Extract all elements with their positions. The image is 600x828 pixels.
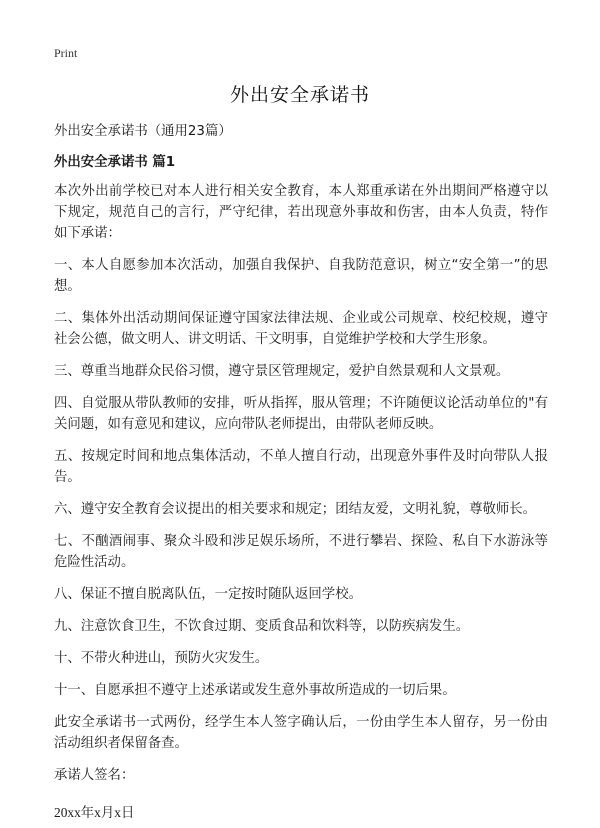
commitment-item-7: 七、不酗酒闹事、聚众斗殴和涉足娱乐场所，不进行攀岩、探险、私自下水游泳等危险性活动。 [54,534,548,570]
commitment-item-3: 三、尊重当地群众民俗习惯，遵守景区管理规定，爱护自然景观和人文景观。 [54,364,510,379]
section-heading: 外出安全承诺书 篇1 [54,155,176,170]
signer-label: 承诺人签名： [54,768,135,783]
intro-paragraph: 本次外出前学校已对本人进行相关安全教育，本人郑重承诺在外出期间严格遵守以下规定，规范自己的言行，严守纪律，若出现意外事故和伤害，由本人负责，特作如下承诺： [54,184,548,241]
commitment-item-11: 十一、自愿承担不遵守上述承诺或发生意外事故所造成的一切后果。 [54,683,456,698]
print-label[interactable]: Print [54,46,78,60]
commitment-item-2: 二、集体外出活动期间保证遵守国家法律法规、企业或公司规章、校纪校规，遵守社会公德，做文明人、讲文明话、干文明事，自觉维护学校和大学生形象。 [54,311,548,347]
commitment-item-8: 八、保证不擅自脱离队伍，一定按时随队返回学校。 [54,587,362,602]
commitment-item-5: 五、按规定时间和地点集体活动，不单人擅自行动，出现意外事件及时向带队人报告。 [54,449,548,485]
document-subtitle: 外出安全承诺书（通用23篇） [54,124,232,139]
closing-paragraph: 此安全承诺书一式两份，经学生本人签字确认后，一份由学生本人留存，另一份由活动组织者保留备查。 [54,715,548,751]
commitment-item-6: 六、遵守安全教育会议提出的相关要求和规定；团结友爱，文明礼貌，尊敬师长。 [54,502,537,517]
commitment-item-4: 四、自觉服从带队教师的安排，听从指挥，服从管理；不许随便议论活动单位的"有关问题，如有意见和建议，应向带队老师提出，由带队老师反映。 [54,396,548,432]
commitment-item-9: 九、注意饮食卫生，不饮食过期、变质食品和饮料等，以防疾病发生。 [54,619,470,634]
commitment-item-1: 一、本人自愿参加本次活动，加强自我保护、自我防范意识，树立“安全第一”的思想。 [54,258,548,294]
date-line: 20xx年x月x日 [54,805,135,820]
document-body [54,121,548,823]
page-title: 外出安全承诺书 [229,84,370,106]
commitment-item-10: 十、不带火种进山，预防火灾发生。 [54,651,269,666]
